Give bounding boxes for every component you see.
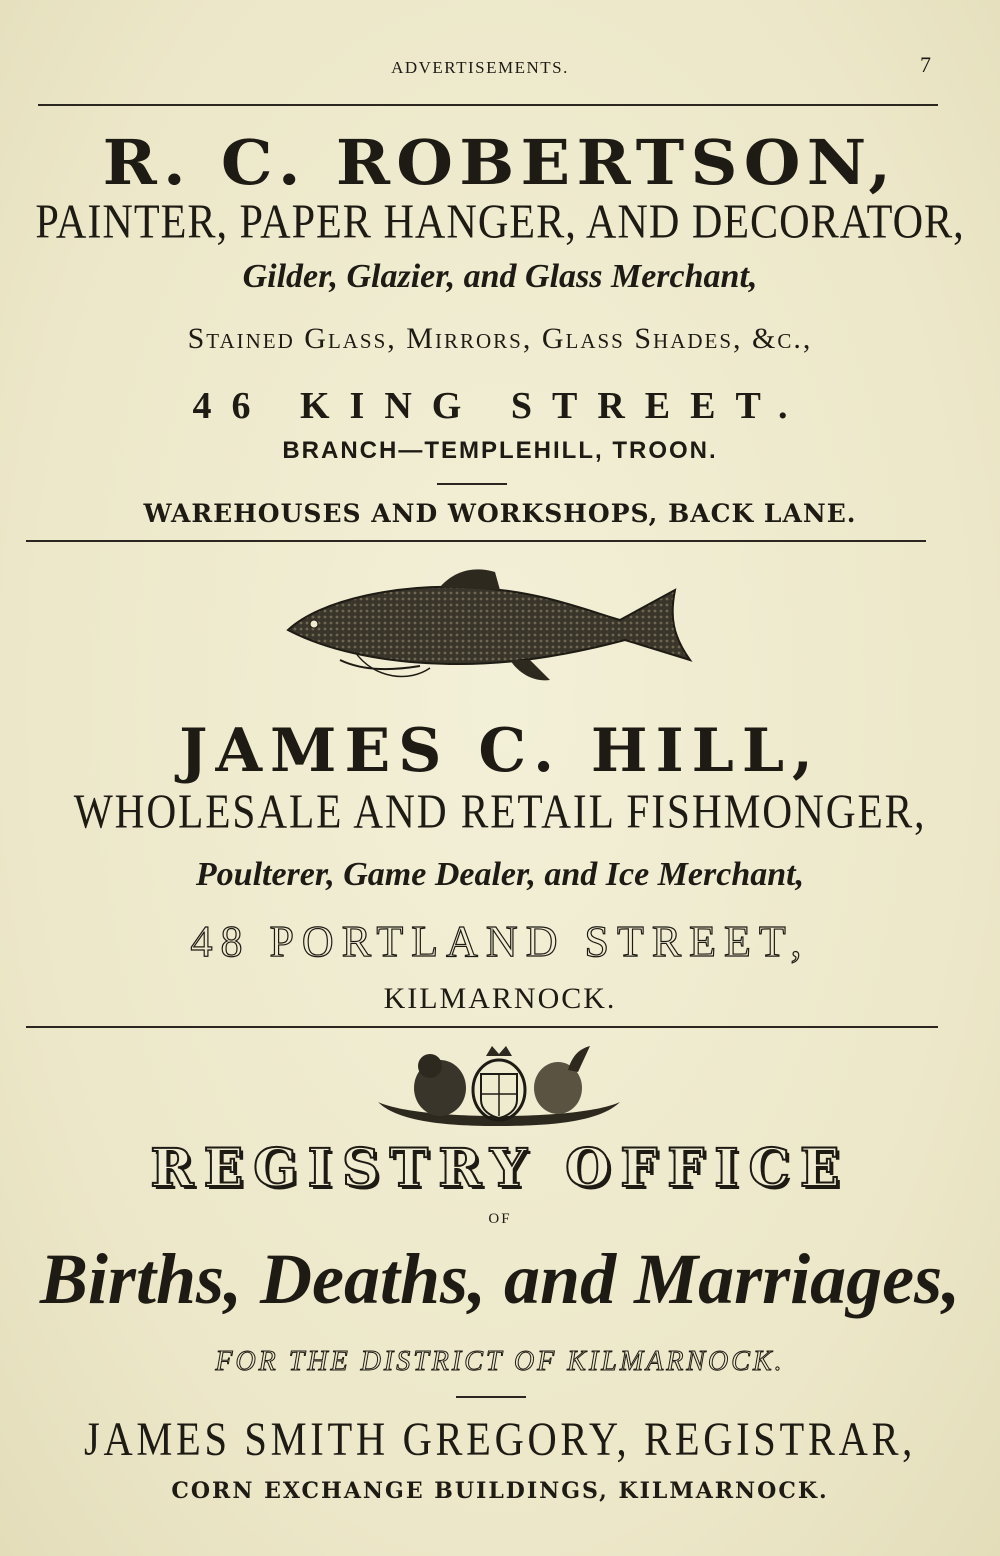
fish-illustration: [280, 560, 700, 690]
connector-word: OF: [488, 1211, 512, 1227]
section-rule: [26, 540, 926, 542]
top-rule: [38, 104, 938, 106]
registry-subject: Births, Deaths, and Marriages,: [39, 1239, 961, 1319]
registry-title: REGISTRY OFFICE: [150, 1138, 850, 1199]
section-rule: [26, 1026, 938, 1028]
goods-line: Stained Glass, Mirrors, Glass Shades, &c.,: [187, 322, 813, 355]
trade-line: WHOLESALE AND RETAIL FISHMONGER,: [73, 784, 927, 839]
subtrade-line: Poulterer, Game Dealer, and Ice Merchant,: [195, 856, 805, 893]
separator-rule: [456, 1396, 526, 1398]
registrar-name: JAMES SMITH GREGORY, REGISTRAR,: [84, 1413, 916, 1466]
branch-line: BRANCH—TEMPLEHILL, TROON.: [282, 437, 718, 464]
advertiser-name: JAMES C. HILL,: [179, 716, 821, 786]
running-head: ADVERTISEMENTS.: [391, 58, 569, 77]
subtrade-line: Gilder, Glazier, and Glass Merchant,: [242, 258, 758, 295]
trade-line: PAINTER, PAPER HANGER, AND DECORATOR,: [35, 194, 965, 249]
advertiser-name: R. C. ROBERTSON,: [102, 126, 898, 199]
registrar-address: CORN EXCHANGE BUILDINGS, KILMARNOCK.: [171, 1478, 829, 1504]
address-line: 48 PORTLAND STREET,: [190, 917, 810, 966]
address-line: 46 KING STREET.: [192, 385, 808, 427]
town-line: KILMARNOCK.: [383, 982, 617, 1015]
royal-coat-of-arms-icon: [368, 1042, 630, 1128]
warehouses-line: WAREHOUSES AND WORKSHOPS, BACK LANE.: [143, 499, 857, 528]
district-line: FOR THE DISTRICT OF KILMARNOCK.: [215, 1346, 785, 1377]
separator-rule: [437, 483, 507, 485]
page-number: 7: [920, 52, 931, 77]
